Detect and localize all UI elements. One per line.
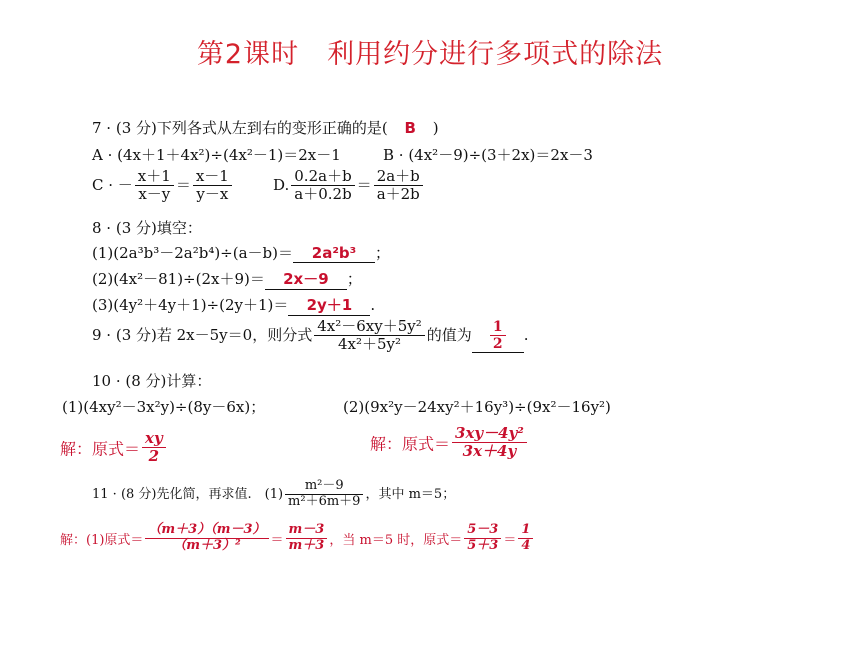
q7-stem [92,117,439,138]
q8-answer-3: 2y＋1 [288,294,370,316]
q7-d-fraction-right [374,168,423,204]
equals-sign: ＝ [503,532,517,548]
q8-answer-2: 2x－9 [265,268,347,290]
q8-answer-1: 2a²b³ [293,244,375,263]
denominator: x－y [138,185,171,204]
equals-sign: ＝ [175,175,191,194]
q10-solution-1 [60,430,168,466]
numerator: 2a＋b [374,168,423,186]
q11-stem-text: 11 · (8 分)先化简，再求值. (1) [92,486,284,502]
denominator: 2 [148,447,160,466]
denominator: 5＋3 [467,537,499,553]
q10-part-1: (1)(4xy²－3x²y)÷(8y－6x)； [62,398,266,416]
q11-solution-mid: ，当 m＝5 时，原式＝ [329,532,463,548]
q9-fraction [314,318,425,354]
equals-sign: ＝ [270,532,284,548]
q8-line-2 [92,268,362,290]
q8-line-1-end: ； [375,244,391,262]
q11-solution-fraction-2 [286,523,328,554]
q7-option-d [273,168,425,204]
numerator: 0.2a＋b [291,168,354,186]
q7-option-c-label: C · － [92,175,133,194]
q9-stem-mid: 的值为 [426,325,472,344]
numerator: （m＋3）（m－3） [145,523,268,539]
page-title: 第2课时 利用约分进行多项式的除法 [196,39,664,70]
q8-line-2-text: (2)(4x²－81)÷(2x＋9)＝ [92,270,265,288]
q9-answer-blank [472,319,524,353]
q9-answer [490,319,506,352]
q8-stem: 8 · (3 分)填空： [92,219,202,237]
numerator: 3xy－4y² [452,425,527,443]
q8-line-1-text: (1)(2a³b³－2a²b⁴)÷(a－b)＝ [92,244,293,262]
denominator: （m＋3）² [173,537,241,553]
denominator: y－x [196,185,229,204]
denominator: a＋0.2b [294,185,352,204]
numerator: x＋1 [135,168,174,186]
denominator: 2 [492,336,503,353]
q7-stem-text: 7 · (3 分)下列各式从左到右的变形正确的是( [92,119,388,137]
q9-stem [92,318,529,354]
q10-part-2: (2)(9x²y－24xy²＋16y³)÷(9x²－16y²) [343,398,611,416]
denominator: m²＋6m＋9 [288,493,361,509]
solution-label: 解：原式＝ [370,434,451,454]
q11-stem [92,479,455,510]
q7-option-d-label: D. [273,175,290,194]
q8-line-3 [92,294,375,316]
denominator: m＋3 [288,537,325,553]
q11-solution-fraction-3 [464,523,501,554]
denominator: 4 [521,537,531,553]
q8-line-3-end: . [370,296,376,314]
q11-solution-fraction-1 [145,523,268,554]
q11-fraction [285,479,363,510]
denominator: 4x²＋5y² [337,335,401,354]
q10-solution-2 [370,425,529,461]
numerator: m－3 [286,523,328,539]
solution-label: 解：(1)原式＝ [60,532,144,548]
numerator: 1 [490,319,506,336]
q8-line-3-text: (3)(4y²＋4y＋1)÷(2y＋1)＝ [92,296,289,314]
q10-solution-2-fraction [452,425,527,461]
solution-label: 解：原式＝ [60,439,141,459]
q7-option-c [92,168,234,204]
numerator: 1 [518,523,533,539]
q10-solution-1-fraction [142,430,166,466]
q7-stem-close: ) [432,119,439,137]
q11-solution [60,523,535,554]
q7-d-fraction-left [291,168,354,204]
q10-stem: 10 · (8 分)计算： [92,372,212,390]
q11-stem-end: ，其中 m＝5； [365,486,456,502]
q7-c-fraction-left [135,168,174,204]
q7-answer: B [404,119,416,137]
q7-c-fraction-right [193,168,232,204]
q9-stem-end: . [523,325,529,344]
q8-line-2-end: ； [346,270,362,288]
q7-option-a: A · (4x＋1＋4x²)÷(4x²－1)＝2x－1 [92,146,341,164]
numerator: xy [142,430,166,448]
numerator: m²－9 [285,479,363,495]
q8-line-1 [92,242,390,263]
q11-solution-fraction-4 [518,523,533,554]
equals-sign: ＝ [356,175,372,194]
denominator: a＋2b [376,185,420,204]
denominator: 3x＋4y [462,442,517,461]
numerator: 4x²－6xy＋5y² [314,318,425,336]
numerator: 5－3 [464,523,501,539]
q9-stem-text: 9 · (3 分)若 2x－5y＝0，则分式 [92,325,313,344]
numerator: x－1 [193,168,232,186]
q7-option-b: B · (4x²－9)÷(3＋2x)＝2x－3 [383,146,593,164]
